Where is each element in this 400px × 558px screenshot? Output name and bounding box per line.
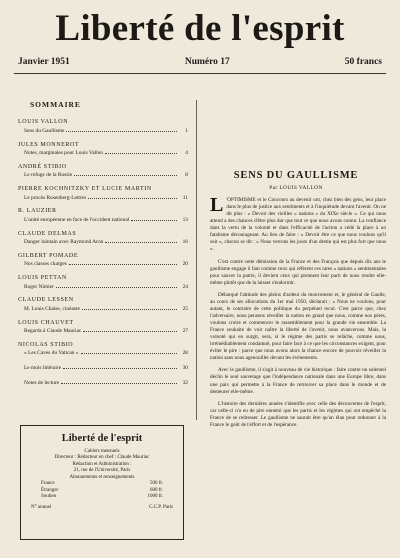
toc-leader-dots [63,364,177,369]
toc-entry [18,142,188,157]
toc-entry [18,164,188,179]
toc-author: LOUIS VALLON [18,119,69,126]
toc-author: LOUIS CHAUVET [18,319,74,326]
toc-entry [18,208,188,223]
toc-title-row [18,349,188,357]
toc-leader-dots [69,260,177,265]
toc-author: PIERRE KOCHNITZKY ET LUCIE MARTIN [18,186,152,193]
box-price-row [21,494,183,501]
masthead-rule [14,73,386,74]
toc-entry [18,379,188,387]
toc-title-row [18,283,188,291]
paragraph-text: Avec le gaullisme, il s'agit à nouveau de vie historique : faire contre un solennel déclin le seul sauvetage que l'indépendance nationale dans une Europe libre, dans une paix qui permette à la France de retrouver sa place dans le monde et de demeurer elle-même. [210,367,386,395]
paragraph-text: L'histoire des dernières années s'identifie avec celle des découvertes de l'esprit, car celle-ci n'a eu de pire ennemi que les partis et les régimes qui ont empêché la France de se redresser. Le gaullisme ne saurait être qu'un élan pour redonner à la France le goût de l'effort et de l'espérance. [210,400,386,428]
toc-title: Notes, marginales pour Louis Vallon [24,150,104,157]
toc-page-number: 27 [182,328,188,335]
toc-leader-dots [56,283,177,288]
issue-line [18,57,382,67]
toc-leader-dots [131,216,177,221]
toc-title-row [18,238,188,246]
toc-page-number: 20 [182,261,188,268]
paragraph-text: Débarqué l'attitude des pleins d'ardeur du mouvement et, le général de Gaulle, au cours de ses allocutions du 1er mai 1950, déclarait : « Nous ne voulons, pour autant, le contraire de cette politique du perpétuel recul. C'est parce que, chez l'adversaire, nous pensons réveiller la nation en grand que nous, comme nos pères, voulons croire et commencer le rassemblement pour la grande vie ensemble. La France souhaite de voir naître la liberté de l'avenir, nous avancerons. Mais, la volonté qui en surgit, sera, si le régime des partis se relâche, comme nous, irrémédiablement condamné, pour faire face à ce que les circonstances exigent, pour éviter le pire : parce que nous avons alors la chance encore de pouvoir réveiller la nation sans nous agenouiller devant les événements. [210,291,386,362]
publisher-box [20,425,184,540]
toc-title: Notes de lecture [24,379,60,386]
paragraph-text: 'OPTIMISME et le Concours au devenir ont, chez bien des gens, leur place dans le plus de justice aux sentiments et à l'inquiétude devant l'avenir. On ne dit plus : « Devoir des vieilles « nations » du XIXe siècle ». Ce qui nous attend a des chances d'être plus dur que tout ce que nous avons connu. La confiance dans la vertu de la volonté et dans l'efficacité de l'action a cédé la place à un fatalisme décourageant. Au lieu de faire : « Devoir être ce que nous voulons qu'il soit », chacun se dit : « Nous verrons les jours d'un destin qui est plus fort que nous ». [210,197,386,253]
toc-title-row [18,171,188,179]
price-label: France [41,481,55,487]
article-paragraph [210,292,386,363]
price-label: Soutien [41,494,57,500]
box-footer-left: N° annuel [31,504,52,510]
toc-leader-dots [105,149,177,154]
toc-title: Nos classes charges [24,261,67,268]
box-info-line: Directeur : Rédacteur en chef : Claude Mauriac [54,455,150,461]
toc-title-row [18,327,188,335]
toc-entry [18,297,188,312]
toc-page-number: 30 [182,365,188,372]
issue-date: Janvier 1951 [18,57,70,67]
toc-page-number: 25 [182,305,188,312]
toc-leader-dots [88,194,177,199]
article-body [210,194,386,434]
toc-title-row [18,379,188,387]
toc-page-number: 8 [185,172,188,179]
toc-author: CLAUDE DELMAS [18,230,77,237]
issue-number: Numéro 17 [184,57,230,67]
toc-title-row [18,364,188,372]
toc-title-row [18,260,188,268]
toc-entry [18,253,188,268]
toc-entry [18,275,188,290]
toc-author: JULES MONNEROT [18,141,80,148]
price-value: 1000 fr. [147,494,163,500]
article-byline: Par LOUIS VALLON [269,185,323,191]
box-info-line: Rédaction et Administration : [72,461,132,467]
masthead [0,0,400,78]
toc-page-number: 11 [182,194,188,201]
toc-title: Regards à Claude Mauriac [24,328,82,335]
toc-title: M. Louis Chaise, cinéaste [24,305,80,312]
box-prices [21,481,183,501]
toc-page-number: 13 [182,216,188,223]
toc-entry [18,320,188,335]
toc-title: Le procès Rosenberg-Lettres [24,194,87,201]
table-of-contents [18,100,188,394]
toc-leader-dots [105,238,177,243]
toc-leader-dots [81,349,177,354]
toc-author: LOUIS PETTAN [18,275,67,282]
toc-page-number: 24 [182,283,188,290]
box-info-lines [21,449,183,482]
article-paragraph [210,259,386,287]
price-label: Étranger [41,487,59,493]
toc-entry [18,119,188,134]
toc-title-row [18,149,188,157]
toc-author: GILBERT POMADE [18,252,79,259]
toc-author: CLAUDE LESSEN [18,297,74,304]
toc-title: L'unité européenne en face de l'occident national [24,216,130,223]
box-info-line: Abonnements et renseignements [69,474,135,480]
price-value: 500 fr. [149,481,163,487]
toc-heading: SOMMAIRE [30,100,81,109]
issue-price: 50 francs [344,57,382,67]
toc-title-row [18,127,188,135]
toc-leader-dots [66,127,177,132]
toc-entry [18,231,188,246]
toc-page-number: 1 [185,127,188,134]
box-title: Liberté de l'esprit [61,433,143,444]
drop-cap: L [210,194,224,216]
toc-page-number: 4 [185,150,188,157]
box-footer-right: C.C.P. Paris [149,504,173,510]
toc-title-row [18,305,188,313]
toc-entry [18,186,188,201]
toc-author: NICOLAS STIBIO [18,341,74,348]
toc-page-number: 32 [182,379,188,386]
box-info-line: Cahiers mensuels [84,448,120,454]
toc-page-number: 28 [182,350,188,357]
toc-page-number: 16 [182,239,188,246]
article-paragraph [210,194,386,254]
toc-author: R. LAUZIER [18,208,57,215]
toc-title-row [18,216,188,224]
price-value: 600 fr. [149,487,163,493]
toc-title: Danger lointain avec Raymond Aron [24,239,104,246]
toc-title: Roger Nimier [24,283,54,290]
toc-title: « Les Caves du Vatican » [24,350,79,357]
article-paragraph [210,401,386,429]
toc-leader-dots [83,327,177,332]
toc-entry [18,342,188,357]
toc-author: ANDRÉ STIBIO [18,163,67,170]
paragraph-text: C'est contre cette démission de la France et des Français que depuis dix ans le gaullisme engage il faut comme ceux qui réfèrent ces rares « nations » sentimentales pour sauver la patrie, il devient ceux qui prennent leur parti de nous rendre elle-même plutôt que de la laisser s'endormir. [210,258,386,286]
box-info-line: 21, rue de l'Université, Paris [73,468,131,474]
box-footer [21,505,183,512]
toc-leader-dots [74,171,177,176]
toc-list [18,119,188,386]
column-divider [196,100,197,420]
article-paragraph [210,367,386,395]
toc-entry [18,364,188,372]
toc-title-row [18,194,188,202]
toc-title: Le refuge de la Russie [24,172,73,179]
toc-title: Le mois littéraire [24,365,62,372]
toc-title: Sens du Gaullisme [24,127,65,134]
toc-leader-dots [61,379,177,384]
toc-leader-dots [82,305,177,310]
article-title: SENS DU GAULLISME [233,170,359,181]
magazine-title: Liberté de l'esprit [55,8,345,49]
